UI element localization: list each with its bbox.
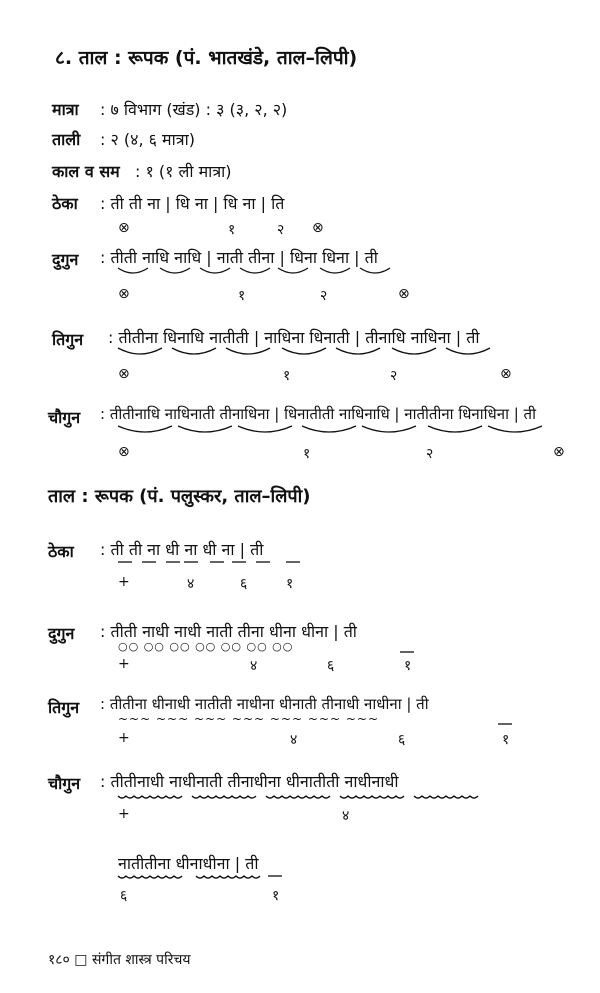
dugun2-mark-1: ४ [250, 658, 258, 674]
theka2-mark-1: ४ [187, 576, 195, 592]
matra-label: मात्रा [52, 100, 79, 119]
tigun2-mark-2: ६ [398, 732, 406, 748]
kaal-label: काल व सम [52, 162, 120, 181]
theka1-mark-2: २ [277, 222, 285, 238]
theka2-label: ठेका [48, 542, 74, 561]
theka1-label: ठेका [52, 194, 78, 213]
tigun1-mark-0: ⊗ [118, 366, 130, 382]
theka2-mark-0: + [118, 574, 130, 590]
dugun1-mark-0: ⊗ [118, 286, 130, 302]
theka1-mark-3: ⊗ [312, 220, 324, 236]
chaugun1-mark-0: ⊗ [118, 444, 130, 460]
theka2-mark-2: ६ [240, 576, 248, 592]
section1-heading: ८. ताल : रूपक (पं. भातखंडे, ताल–लिपी) [55, 47, 358, 69]
tigun1-mark-2: २ [390, 368, 398, 384]
tigun1-mark-3: ⊗ [500, 366, 512, 382]
page-footer: १८० □ संगीत शास्त्र परिचय [48, 952, 191, 968]
chaugun2-line1: : तीतीनाधी नाधीनाती तीनाधीना धीनातीती नाधीनाधी [100, 772, 399, 791]
tigun1-label: तिगुन [52, 330, 84, 349]
chaugun2-mark2-1: १ [272, 888, 280, 904]
tigun2-tildes: ~~~ ~~~ ~~~ ~~~ ~~~ ~~~ ~~~ [118, 712, 380, 726]
dugun1-mark-2: २ [320, 288, 328, 304]
dugun2-mark-3: १ [404, 658, 412, 674]
matra-value: : ७ विभाग (खंड) : ३ (३, २, २) [100, 100, 288, 119]
tigun2-label: तिगुन [48, 698, 80, 717]
chaugun1-line: : तीतीनाधि नाधिनाती तीनाधिना | धिनातीती नाधिनाधि | नातीतीना धिनाधिना | ती [100, 405, 536, 423]
dugun1-mark-1: १ [238, 288, 246, 304]
dugun1-line: : तीती नाधि नाधि | नाती तीना | धिना धिना | ती [100, 248, 378, 267]
dugun1-label: दुगुन [52, 250, 79, 269]
chaugun2-mark2-0: ६ [120, 888, 128, 904]
dugun2-circles: ○○ ○○ ○○ ○○ ○○ ○○ ○○ [118, 640, 294, 653]
kaal-value: : १ (१ ली मात्रा) [135, 162, 232, 181]
chaugun2-mark1-0: + [118, 806, 130, 822]
chaugun1-mark-3: ⊗ [553, 444, 565, 460]
chaugun2-line2: नातीतीना धीनाधीना | ती [118, 854, 259, 873]
chaugun1-mark-2: २ [426, 446, 434, 462]
tigun1-mark-1: १ [283, 368, 291, 384]
theka1-mark-0: ⊗ [118, 220, 130, 236]
chaugun1-label: चौगुन [48, 408, 81, 427]
tigun2-mark-3: १ [502, 732, 510, 748]
chaugun2-mark1-1: ४ [342, 808, 350, 824]
theka1-mark-1: १ [228, 222, 236, 238]
tali-label: ताली [52, 130, 81, 149]
theka2-line: : ती ती ना धी ना धी ना | ती [100, 540, 264, 559]
dugun2-label: दुगुन [48, 624, 75, 643]
dugun1-mark-3: ⊗ [398, 286, 410, 302]
tigun2-mark-0: + [118, 730, 130, 746]
dugun2-mark-0: + [118, 656, 130, 672]
section2-heading: ताल : रूपक (पं. पलुस्कर, ताल–लिपी) [48, 486, 311, 507]
chaugun1-mark-1: १ [303, 446, 311, 462]
chaugun2-label: चौगुन [48, 774, 81, 793]
tali-value: : २ (४, ६ मात्रा) [100, 130, 195, 149]
dugun2-line: : तीती नाधी नाधी नाती तीना धीना धीना | ती [100, 622, 357, 641]
theka2-mark-3: १ [286, 576, 294, 592]
tigun2-line: : तीतीना धीनाधी नातीती नाधीना धीनाती तीनाधी नाधीना | ती [100, 695, 429, 713]
theka1-line: : ती ती ना | धि ना | धि ना | ति [100, 194, 285, 213]
tigun1-line: : तीतीना धिनाधि नातीती | नाधिना धिनाती | तीनाधि नाधिना | ती [108, 328, 480, 347]
dugun2-mark-2: ६ [327, 658, 335, 674]
tigun2-mark-1: ४ [290, 732, 298, 748]
